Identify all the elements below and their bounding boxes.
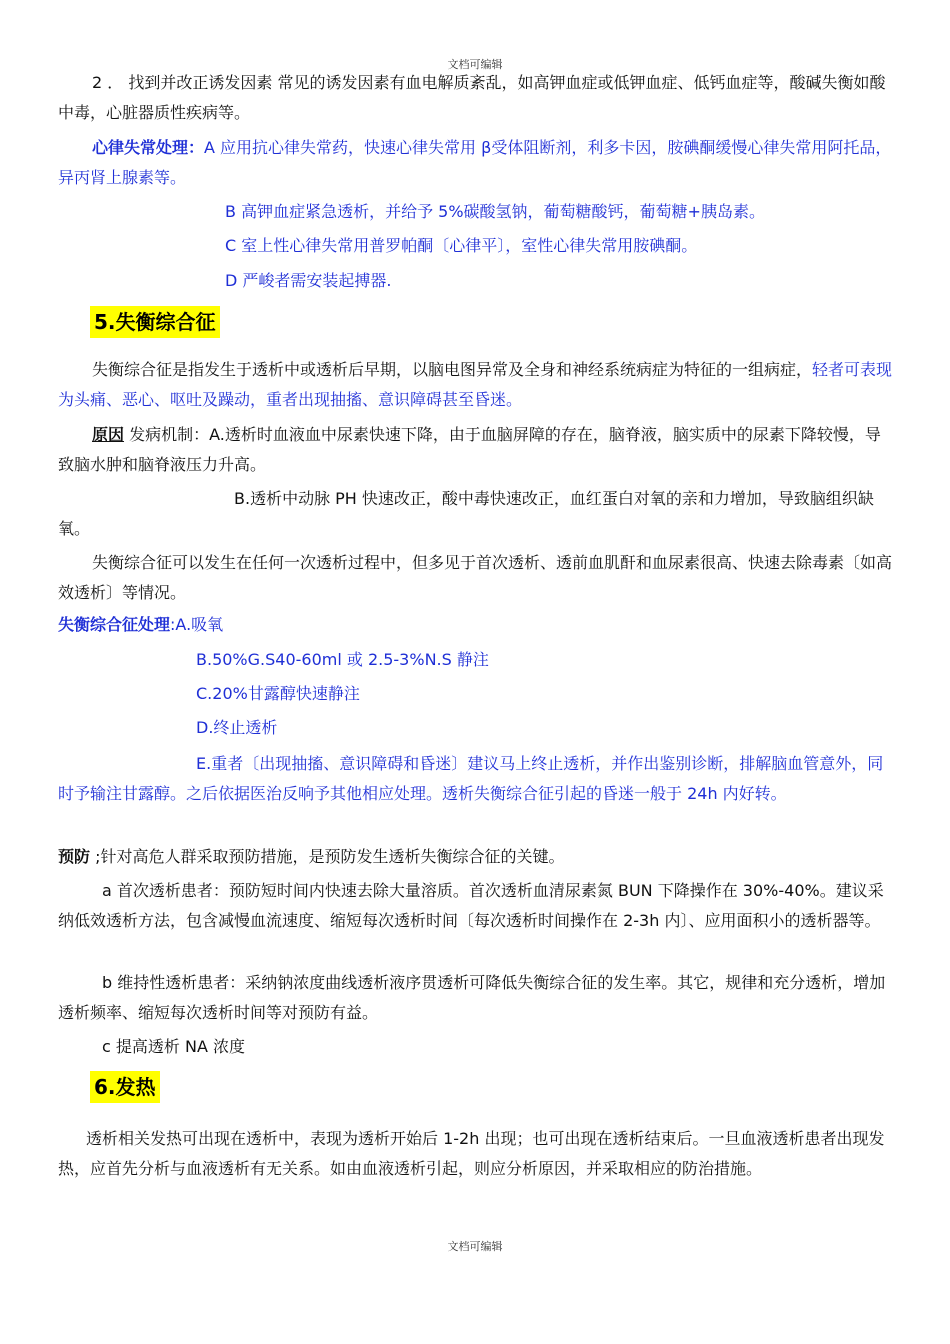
paragraph-triggers: 2 ． 找到并改正诱发因素 常见的诱发因素有血电解质紊乱，如高钾血症或低钾血症、低钙血症等，酸碱失衡如酸中毒，心脏器质性疾病等。: [58, 73, 886, 122]
treatment-d: D.终止透析: [196, 718, 278, 737]
fever-paragraph: 透析相关发热可出现在透析中，表现为透析开始后 1-2h 出现；也可出现在透析结束后。一旦血液透析患者出现发热，应首先分析与血液透析有无关系。如由血液透析引起，则应分析原因，并采取相应的防治措施。: [58, 1129, 885, 1178]
cause-label: 原因: [92, 425, 125, 444]
arrhythmia-item-d: D 严峻者需安装起搏器.: [225, 271, 392, 290]
arrhythmia-label: 心律失常处理：: [92, 138, 205, 157]
arrhythmia-item-b: B 高钾血症紧急透析，并给予 5%碳酸氢钠，葡萄糖酸钙，葡萄糖+胰岛素。: [225, 202, 765, 221]
intro-blue-text: 轻者可表现为头痛、恶心、呕吐及躁动，重者出现抽搐、意识障碍甚至昏迷。: [58, 360, 893, 409]
page-header: 文档可编辑: [447, 58, 503, 71]
section-5-heading: 5.失衡综合征: [90, 306, 220, 338]
cause-paragraph: [58, 420, 893, 480]
prevention-paragraph: [58, 842, 893, 872]
prevention-b: b 维持性透析患者：采纳钠浓度曲线透析液序贯透析可降低失衡综合征的发生率。其它，规律和充分透析，增加透析频率、缩短每次透析时间等对预防有益。: [58, 973, 886, 1022]
cause-b-paragraph: B.透析中动脉 PH 快速改正，酸中毒快速改正，血红蛋白对氧的亲和力增加，导致脑组织缺氧。: [58, 489, 874, 538]
treatment-c: C.20%甘露醇快速静注: [196, 684, 360, 703]
occurrence-paragraph: 失衡综合征可以发生在任何一次透析过程中，但多见于首次透析、透前血肌酐和血尿素很高、快速去除毒素〔如高效透析〕等情况。: [58, 553, 893, 602]
intro-black-text: 失衡综合征是指发生于透析中或透析后早期，以脑电图异常及全身和神经系统病症为特征的一组病症，: [92, 360, 813, 379]
arrhythmia-item-a: A 应用抗心律失常药，快速心律失常用 β受体阻断剂，利多卡因，胺碘酮缓慢心律失常用阿托品，异丙肾上腺素等。: [58, 138, 892, 187]
cause-a-text: 发病机制：A.透析时血液血中尿素快速下降，由于血脑屏障的存在，脑脊液，脑实质中的尿素下降较慢，导致脑水肿和脑脊液压力升高。: [58, 425, 881, 474]
prevention-text: ;针对高危人群采取预防措施，是预防发生透析失衡综合征的关键。: [90, 847, 565, 866]
treatment-e: E.重者〔出现抽搐、意识障碍和昏迷〕建议马上终止透析，并作出鉴别诊断，排解脑血管意外，同时予输注甘露醇。之后依据医治反响予其他相应处理。透析失衡综合征引起的昏迷一般于 24h 内好转。: [58, 754, 884, 803]
prevention-c: c 提高透析 NA 浓度: [102, 1037, 245, 1056]
treatment-label: 失衡综合征处理: [58, 615, 171, 634]
section-6-heading: 6.发热: [90, 1071, 160, 1103]
arrhythmia-treatment-a: [58, 133, 893, 193]
treatment-b: B.50%G.S40-60ml 或 2.5-3%N.S 静注: [196, 650, 489, 669]
treatment-a: :A.吸氧: [170, 615, 224, 634]
treatment-paragraph: [58, 610, 893, 640]
disequilibrium-intro: [58, 355, 893, 415]
prevention-label: 预防: [58, 847, 91, 866]
prevention-a: a 首次透析患者：预防短时间内快速去除大量溶质。首次透析血清尿素氮 BUN 下降操作在 30%-40%。建议采纳低效透析方法，包含减慢血流速度、缩短每次透析时间〔每次透析时间操作在 2-3h 内〕、应用面积小的透析器等。: [58, 881, 884, 930]
page-footer: 文档可编辑: [447, 1240, 503, 1253]
arrhythmia-item-c: C 室上性心律失常用普罗帕酮〔心律平〕，室性心律失常用胺碘酮。: [225, 236, 698, 255]
